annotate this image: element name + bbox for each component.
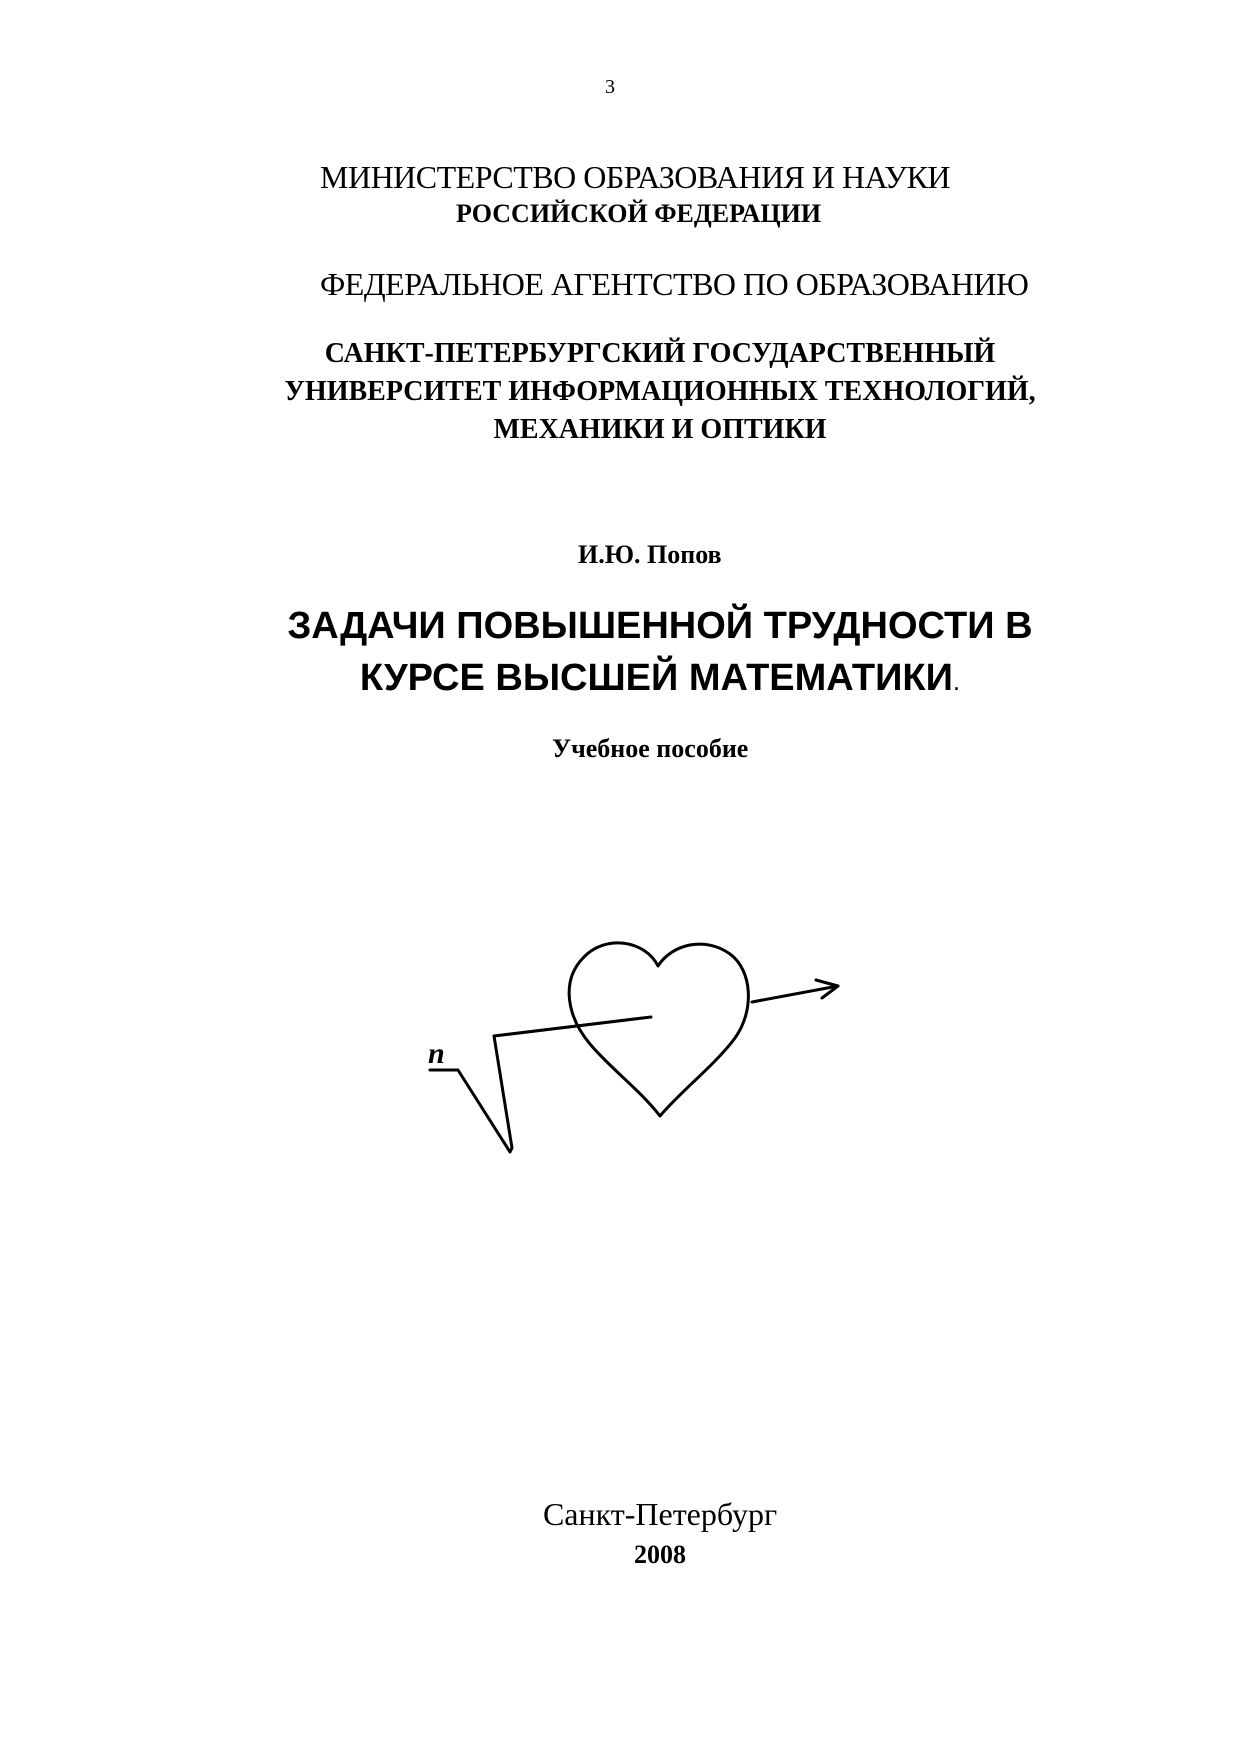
radical-sign [430, 1017, 651, 1152]
title-line-2-wrap [220, 652, 1100, 707]
ministry-line-1: МИНИСТЕРСТВО ОБРАЗОВАНИЯ И НАУКИ [320, 159, 951, 195]
university-line-2: УНИВЕРСИТЕТ ИНФОРМАЦИОННЫХ ТЕХНОЛОГИЙ, [284, 376, 1036, 407]
publication-year: 2008 [634, 1540, 686, 1569]
university-name [260, 335, 1060, 449]
title-end-mark: . [952, 666, 961, 696]
page-number: 3 [605, 76, 615, 98]
root-index-label: n [428, 1037, 445, 1070]
book-title [220, 600, 1100, 707]
ministry-line-2: РОССИЙСКОЙ ФЕДЕРАЦИИ [456, 199, 822, 228]
heart-shape [569, 943, 748, 1116]
city-name: Санкт-Петербург [542, 1496, 778, 1532]
book-subtitle: Учебное пособие [552, 734, 749, 763]
author-name: И.Ю. Попов [578, 540, 722, 569]
university-line-3: МЕХАНИКИ И ОПТИКИ [493, 414, 827, 445]
title-line-1: ЗАДАЧИ ПОВЫШЕННОЙ ТРУДНОСТИ В [287, 605, 1033, 647]
title-line-2: КУРСЕ ВЫСШЕЙ МАТЕМАТИКИ [359, 657, 953, 699]
heart-root-emblem [430, 940, 850, 1160]
agency-name: ФЕДЕРАЛЬНОЕ АГЕНТСТВО ПО ОБРАЗОВАНИЮ [320, 266, 1029, 302]
university-line-1: САНКТ-ПЕТЕРБУРГСКИЙ ГОСУДАРСТВЕННЫЙ [324, 338, 996, 369]
